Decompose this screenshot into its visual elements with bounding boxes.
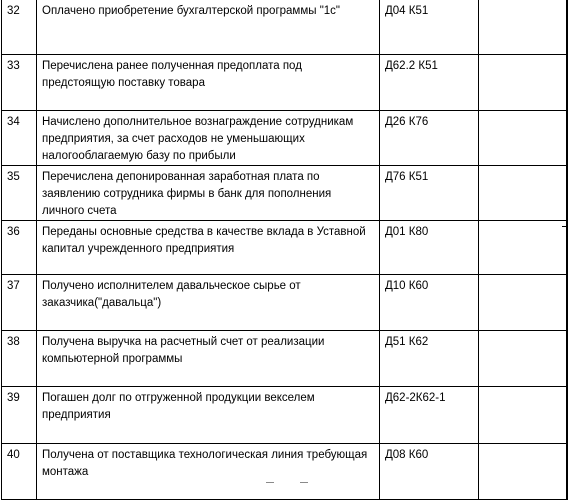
empty-cell	[567, 0, 568, 55]
row-number: 32	[2, 0, 37, 55]
bottom-stub	[266, 482, 274, 483]
bottom-stub	[300, 482, 308, 483]
accounting-entry: Д04 К51	[380, 0, 479, 55]
empty-cell	[567, 55, 568, 111]
operation-description: Получена выручка на расчетный счет от реализации компьютерной программы	[37, 331, 380, 387]
accounting-entry: Д62-2К62-1	[380, 387, 479, 444]
table-row	[2, 331, 568, 387]
empty-cell	[479, 111, 567, 166]
table-row	[2, 166, 568, 221]
empty-cell	[479, 331, 567, 387]
accounting-entry: Д26 К76	[380, 111, 479, 166]
empty-cell	[479, 55, 567, 111]
empty-cell	[567, 166, 568, 221]
row-number: 33	[2, 55, 37, 111]
table-row	[2, 55, 568, 111]
empty-cell	[567, 111, 568, 166]
empty-cell	[479, 166, 567, 221]
empty-cell	[479, 0, 567, 55]
row-number: 39	[2, 387, 37, 444]
operation-description: Получена от поставщика технологическая линия требующая монтажа	[37, 444, 380, 500]
table-row	[2, 0, 568, 55]
table-row	[2, 111, 568, 166]
operation-description: Получено исполнителем давальческое сырье от заказчика("давальца")	[37, 275, 380, 331]
empty-cell	[479, 387, 567, 444]
operation-description: Погашен долг по отгруженной продукции векселем предприятия	[37, 387, 380, 444]
operations-table	[1, 0, 568, 500]
accounting-entry: Д01 К80	[380, 221, 479, 275]
accounting-entry: Д62.2 К51	[380, 55, 479, 111]
empty-cell	[567, 444, 568, 500]
row-number: 38	[2, 331, 37, 387]
empty-cell	[479, 444, 567, 500]
empty-cell	[479, 275, 567, 331]
table-row	[2, 275, 568, 331]
operation-description: Перечислена ранее полученная предоплата под предстоящую поставку товара	[37, 55, 380, 111]
row-number: 40	[2, 444, 37, 500]
empty-cell	[567, 387, 568, 444]
accounting-entry: Д51 К62	[380, 331, 479, 387]
table-row	[2, 221, 568, 275]
accounting-entry: Д76 К51	[380, 166, 479, 221]
operation-description: Перечислена депонированная заработная плата по заявлению сотрудника фирмы в банк для пополнения личного счета	[37, 166, 380, 221]
row-number: 34	[2, 111, 37, 166]
empty-cell	[479, 221, 567, 275]
edge-mark	[562, 226, 567, 227]
row-number: 37	[2, 275, 37, 331]
empty-cell	[567, 275, 568, 331]
accounting-entry: Д10 К60	[380, 275, 479, 331]
table-row	[2, 387, 568, 444]
row-number: 36	[2, 221, 37, 275]
accounting-entry: Д08 К60	[380, 444, 479, 500]
operation-description: Переданы основные средства в качестве вклада в Уставной капитал учрежденного предприятия	[37, 221, 380, 275]
empty-cell	[567, 221, 568, 275]
operation-description: Оплачено приобретение бухгалтерской программы "1с"	[37, 0, 380, 55]
operation-description: Начислено дополнительное вознаграждение сотрудникам предприятия, за счет расходов не уменьшающих налогооблагаемую базу по прибыли	[37, 111, 380, 166]
row-number: 35	[2, 166, 37, 221]
table-row	[2, 444, 568, 500]
empty-cell	[567, 331, 568, 387]
